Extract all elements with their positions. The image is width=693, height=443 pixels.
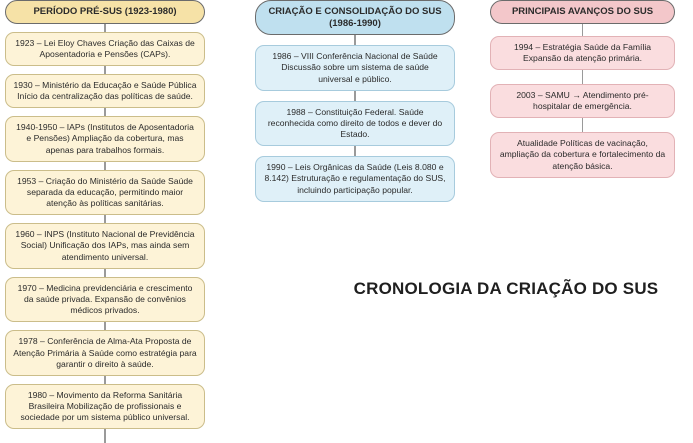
- column-header-criacao-consolidacao: CRIAÇÃO E CONSOLIDAÇÃO DO SUS (1986-1990): [255, 0, 455, 35]
- timeline-column-pre-sus: [5, 0, 205, 443]
- connector: [104, 24, 105, 32]
- connector: [582, 70, 583, 84]
- connector: [104, 376, 105, 384]
- connector: [582, 118, 583, 132]
- timeline-column-criacao-consolidacao: [255, 0, 455, 202]
- timeline-card: 1930 – Ministério da Educação e Saúde Pública Início da centralização das políticas de saúde.: [5, 74, 205, 108]
- connector: [354, 91, 355, 101]
- timeline-column-principais-avancos: [490, 0, 675, 178]
- column-header-principais-avancos: PRINCIPAIS AVANÇOS DO SUS: [490, 0, 675, 24]
- connector: [104, 66, 105, 74]
- connector: [104, 269, 105, 277]
- timeline-card: 1980 – Movimento da Reforma Sanitária Brasileira Mobilização de profissionais e sociedade por um sistema público universal.: [5, 384, 205, 430]
- connector: [354, 35, 355, 45]
- timeline-card: 1960 – INPS (Instituto Nacional de Previdência Social) Unificação dos IAPs, mas ainda sem atendimento universal.: [5, 223, 205, 269]
- timeline-card: Atualidade Políticas de vacinação, ampliação da cobertura e fortalecimento da atenção básica.: [490, 132, 675, 178]
- connector: [104, 429, 105, 443]
- timeline-card: 1953 – Criação do Ministério da Saúde Saúde separada da educação, permitindo maior atenção às políticas sanitárias.: [5, 170, 205, 216]
- timeline-card: 1923 – Lei Eloy Chaves Criação das Caixas de Aposentadoria e Pensões (CAPs).: [5, 32, 205, 66]
- connector: [582, 24, 583, 36]
- timeline-card: 1990 – Leis Orgânicas da Saúde (Leis 8.080 e 8.142) Estruturação e regulamentação do SUS, incluindo participação popular.: [255, 156, 455, 202]
- timeline-card: 1970 – Medicina previdenciária e crescimento da saúde privada. Expansão de convênios médicos privados.: [5, 277, 205, 323]
- connector: [104, 162, 105, 170]
- connector: [104, 215, 105, 223]
- timeline-card: 1986 – VIII Conferência Nacional de Saúde Discussão sobre um sistema de saúde universal e público.: [255, 45, 455, 91]
- timeline-card: 1940-1950 – IAPs (Institutos de Aposentadoria e Pensões) Ampliação da cobertura, mas apenas para trabalhos formais.: [5, 116, 205, 162]
- diagram-title: CRONOLOGIA DA CRIAÇÃO DO SUS: [353, 279, 659, 298]
- timeline-card: 1978 – Conferência de Alma-Ata Proposta de Atenção Primária à Saúde como estratégia para garantir o direito à saúde.: [5, 330, 205, 376]
- column-header-pre-sus: PERÍODO PRÉ-SUS (1923-1980): [5, 0, 205, 24]
- timeline-card: 1988 – Constituição Federal. Saúde reconhecida como direito de todos e dever do Estado.: [255, 101, 455, 147]
- connector: [104, 322, 105, 330]
- timeline-card: 2003 – SAMU → Atendimento pré-hospitalar de emergência.: [490, 84, 675, 118]
- timeline-card: 1994 – Estratégia Saúde da Família Expansão da atenção primária.: [490, 36, 675, 70]
- connector: [104, 108, 105, 116]
- connector: [354, 146, 355, 156]
